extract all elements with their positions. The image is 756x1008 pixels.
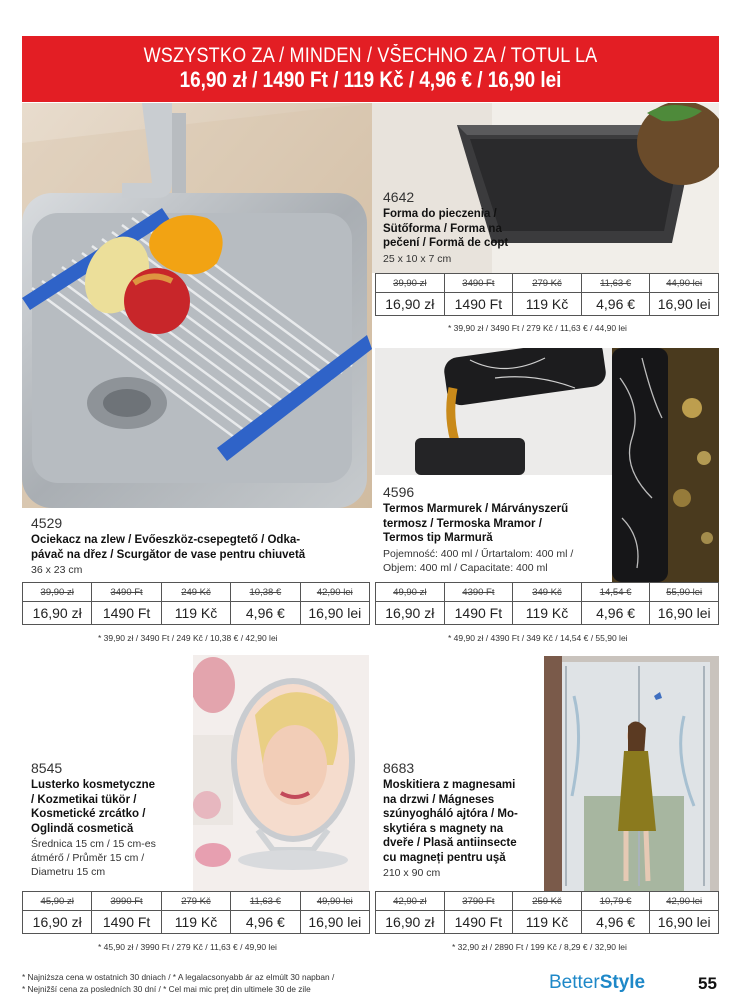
product-dimensions: 210 x 90 cm [383, 867, 441, 879]
price-table-4529: 39,90 zł 3490 Ft 249 Kč 10,38 € 42,90 lei 16,90 zł 1490 Ft 119 Kč 4,96 € 16,90 lei [22, 582, 370, 625]
product-name: Termos Marmurek / Márványszerű termosz / Termoska Mramor / Termos tip Marmură [383, 503, 569, 544]
product-dimensions: Średnica 15 cm / 15 cm-es átmérő / Průměr 15 cm / Diametru 15 cm [31, 838, 156, 878]
page-number: 55 [698, 974, 717, 993]
mosquito-net-photo [544, 656, 719, 891]
cosmetic-mirror-photo [193, 655, 369, 891]
product-name: Forma do pieczenia / Sütőforma / Forma na pečení / Formă de copt [383, 208, 509, 249]
product-8545 [31, 760, 196, 879]
product-capacity: Pojemność: 400 ml / Űrtartalom: 400 ml / Objem: 400 ml / Capacitate: 400 ml [383, 547, 574, 574]
product-dimensions: 25 x 10 x 7 cm [383, 252, 452, 265]
price-table-8683: 42,90 zł 3790 Ft 259 Kč 10,79 € 42,90 lei 16,90 zł 1490 Ft 119 Kč 4,96 € 16,90 lei [375, 891, 719, 934]
product-code: 8545 [31, 760, 63, 776]
product-4529 [31, 515, 371, 577]
product-code: 4642 [383, 189, 415, 205]
banner-title: WSZYSTKO ZA / MINDEN / VŠECHNO ZA / TOTUL LA [143, 44, 598, 67]
product-4642 [383, 189, 713, 266]
lowest-price-note: * 32,90 zł / 2890 Ft / 199 Kč / 8,29 € / 32,90 lei [452, 942, 627, 952]
product-4596 [383, 484, 613, 575]
product-8683 [383, 760, 548, 880]
product-name: Moskitiera z magnesami na drzwi / Mágneses szúnyogháló ajtóra / Mo- skytiéra s magnety na dveře / Plasă antiinsecte cu magneți pentru uşă [383, 779, 518, 864]
thermos-standing-photo [612, 348, 719, 582]
dish-drainer-photo [22, 103, 372, 508]
price-table-4642: 39,90 zł 3490 Ft 279 Kč 11,63 € 44,90 lei 16,90 zł 1490 Ft 119 Kč 4,96 € 16,90 lei [375, 273, 719, 316]
price-table-4596: 49,90 zł 4390 Ft 349 Kč 14,54 € 55,90 lei 16,90 zł 1490 Ft 119 Kč 4,96 € 16,90 lei [375, 582, 719, 625]
lowest-price-note: * 45,90 zł / 3990 Ft / 279 Kč / 11,63 € / 49,90 lei [98, 942, 277, 952]
banner-prices: 16,90 zł / 1490 Ft / 119 Kč / 4,96 € / 16,90 lei [179, 67, 562, 92]
product-dimensions: 36 x 23 cm [31, 564, 83, 576]
price-banner [22, 36, 719, 102]
product-code: 4596 [383, 484, 415, 500]
product-code: 8683 [383, 760, 415, 776]
product-name: Lusterko kosmetyczne / Kozmetikai tükör / Kosmetické zrcátko / Oglindă cosmetică [31, 779, 155, 835]
price-table-8545: 45,90 zł 3990 Ft 279 Kč 11,63 € 49,90 lei 16,90 zł 1490 Ft 119 Kč 4,96 € 16,90 lei [22, 891, 370, 934]
lowest-price-note: * 49,90 zł / 4390 Ft / 349 Kč / 14,54 € / 55,90 lei [448, 633, 628, 643]
footnote-line-1: * Najniższa cena w ostatnich 30 dniach / * A legalacsonyabb ár az elmúlt 30 napban / [22, 972, 335, 982]
brand-logo: BetterStyle [549, 972, 646, 993]
product-code: 4529 [31, 515, 63, 531]
footnote-line-2: * Nejnižší cena za posledních 30 dní / * Cel mai mic preț din ultimele 30 de zile [22, 984, 311, 994]
lowest-price-note: * 39,90 zł / 3490 Ft / 249 Kč / 10,38 € / 42,90 lei [98, 633, 278, 643]
lowest-price-note: * 39,90 zł / 3490 Ft / 279 Kč / 11,63 € / 44,90 lei [448, 323, 627, 333]
product-name: Ociekacz na zlew / Evőeszköz-csepegtető / Odka- pávač na dřez / Scurgător de vase pentru chiuvetă [31, 534, 306, 561]
